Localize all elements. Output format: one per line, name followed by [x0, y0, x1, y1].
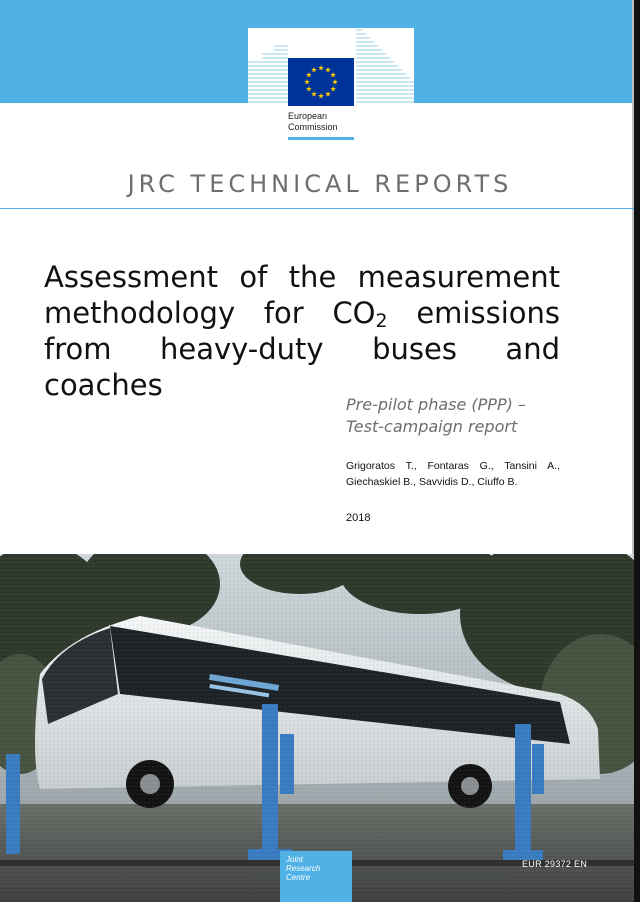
report-title	[44, 259, 560, 403]
report-subtitle	[346, 394, 560, 438]
eu-star-icon	[325, 67, 331, 72]
organisation-name-line2: Commission	[288, 122, 338, 132]
jrc-label-box	[280, 851, 352, 902]
eu-flag-icon	[288, 58, 354, 106]
commission-building-lines-icon	[248, 28, 288, 106]
logo-underline	[288, 137, 354, 140]
jrc-name-line2: Research	[286, 864, 321, 873]
title-subscript: 2	[375, 310, 388, 332]
organisation-name	[288, 111, 338, 133]
eu-star-icon	[332, 79, 338, 84]
report-number: EUR 29372 EN	[522, 859, 588, 869]
eu-star-icon	[311, 91, 317, 96]
organisation-name-line1: European	[288, 111, 328, 121]
eu-star-icon	[306, 72, 312, 77]
eu-star-icon	[304, 79, 310, 84]
publication-year: 2018	[346, 512, 371, 524]
page-edge	[634, 0, 640, 902]
jrc-name-line3: Centre	[286, 873, 311, 882]
subtitle-line1: Pre-pilot phase (PPP) –	[346, 395, 526, 414]
series-divider	[0, 208, 634, 209]
eu-star-icon	[330, 86, 336, 91]
eu-star-icon	[306, 86, 312, 91]
bus-photo-illustration	[0, 554, 634, 902]
eu-star-icon	[318, 65, 324, 70]
commission-building-lines-icon	[356, 28, 414, 106]
european-commission-logo	[248, 28, 414, 138]
eu-star-icon	[318, 93, 324, 98]
author-list: Grigoratos T., Fontaras G., Tansini A., Giechaskiel B., Savvidis D., Ciuffo B.	[346, 460, 560, 488]
jrc-name-line1: Joint	[286, 855, 303, 864]
subtitle-line2: Test-campaign report	[346, 417, 518, 436]
title-text-start: Assessment of the measurement methodology for CO	[44, 260, 560, 330]
eu-star-icon	[325, 91, 331, 96]
jrc-name	[286, 855, 320, 882]
eu-star-icon	[311, 67, 317, 72]
report-series: JRC TECHNICAL REPORTS	[127, 170, 513, 198]
cover-photo-bus-on-lifts	[0, 554, 634, 902]
eu-star-icon	[330, 72, 336, 77]
title-text-end: emissions from heavy-duty buses and coaches	[44, 296, 560, 402]
